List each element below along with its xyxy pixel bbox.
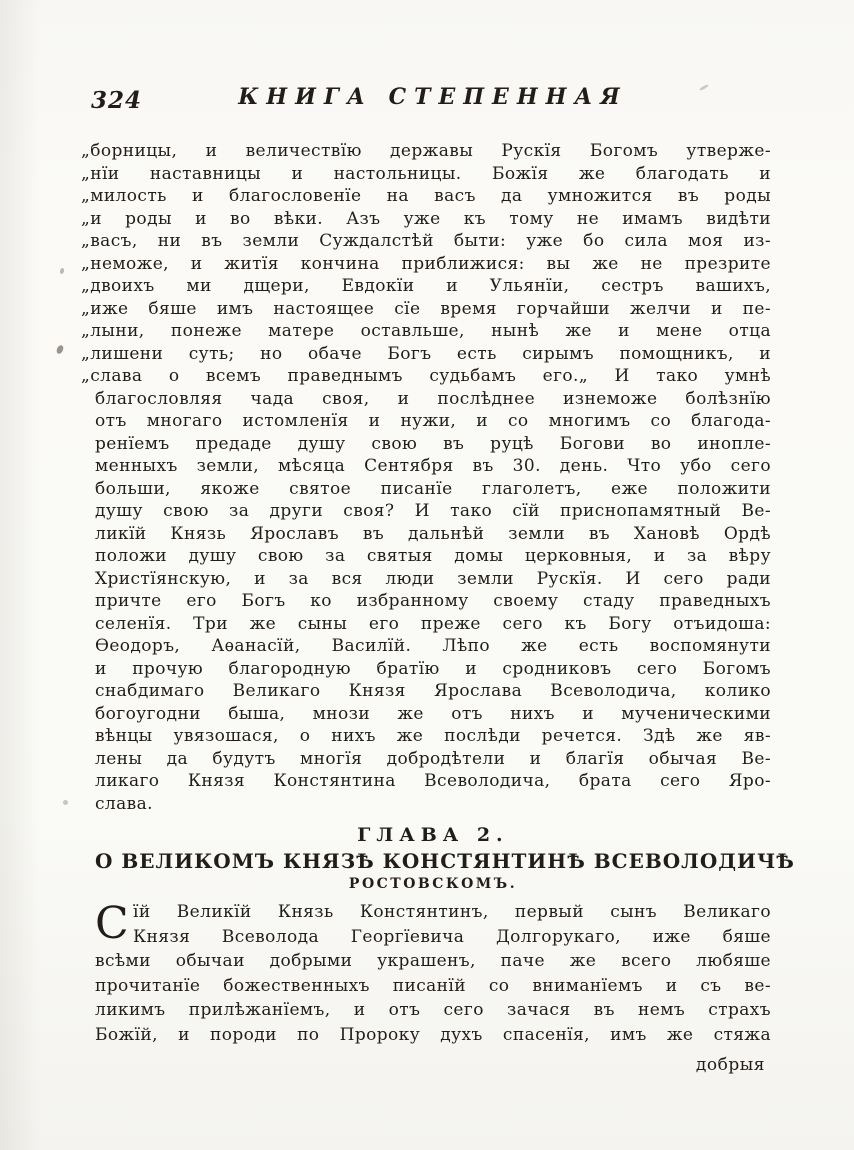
text-line: „лыни, понеже матере оставльше, нынѣ же и мене отца bbox=[81, 321, 771, 341]
text-line: „борницы, и величествїю державы Рускїя Богомъ утверже- bbox=[81, 141, 771, 161]
text-line: „слава о всемъ праведнымъ судьбамъ его.„ И тако умнѣ bbox=[81, 366, 771, 386]
chapter-paragraph bbox=[95, 900, 771, 1047]
quoted-passage bbox=[81, 140, 771, 388]
text-line: причте его Богъ ко избранному своему стаду праведныхъ bbox=[95, 591, 771, 611]
text-line: душу свою за други своя? И тако сїй приснопамятный Ве- bbox=[95, 501, 771, 521]
paragraph-lines bbox=[95, 949, 771, 1047]
text-line: Князя Всеволода Георгїевича Долгорукаго, иже бяше bbox=[133, 926, 771, 947]
text-line: „неможе, и житїя кончина приближися: вы же не презрите bbox=[81, 253, 771, 274]
chapter-number: ГЛАВА 2. bbox=[357, 824, 509, 846]
drop-cap: С bbox=[95, 898, 129, 949]
text-line: всѣми обычаи добрыми украшенъ, паче же всего любяше bbox=[95, 951, 771, 971]
text-line: ликаго Князя Констянтина Всеволодича, брата сего Яро- bbox=[95, 771, 771, 791]
text-line: „васъ, ни въ земли Суждалстѣй быти: уже бо сила моя из- bbox=[81, 231, 771, 251]
book-title: КНИГА СТЕПЕННАЯ bbox=[238, 84, 628, 110]
running-header bbox=[91, 84, 771, 114]
text-line: ренїемъ предаде душу свою въ руцѣ Богови во инопле- bbox=[95, 433, 771, 454]
text-line: менныхъ земли, мѣсяца Сентября въ 30. день. Что убо сего bbox=[95, 456, 771, 476]
text-line: „нїи наставницы и настольницы. Божїя же благодать и bbox=[81, 163, 771, 184]
text-line: „милость и благословенїе на васъ да умножится въ роды bbox=[81, 186, 771, 206]
text-line: ликимъ прилѣжанїемъ, и отъ сего зачася въ немъ страхъ bbox=[95, 1000, 771, 1020]
text-column bbox=[81, 140, 795, 1075]
chapter-title: О ВЕЛИКОМЪ КНЯЗѢ КОНСТЯНТИНѢ ВСЕВОЛОДИЧѢ bbox=[95, 849, 795, 873]
scan-speckle bbox=[63, 800, 68, 805]
text-line: и прочую благородную братїю и сродниковъ сего Богомъ bbox=[95, 658, 771, 679]
chapter-subtitle: РОСТОВСКОМЪ. bbox=[348, 876, 518, 892]
catchword: добрыя bbox=[695, 1055, 765, 1075]
text-line: ликїй Князь Ярославъ въ дальнѣй земли въ Хановѣ Ордѣ bbox=[95, 523, 771, 544]
paragraph-continuation bbox=[95, 388, 771, 793]
text-line: благословляя чада своя, и послѣднее изнеможе болѣзнїю bbox=[95, 388, 771, 409]
chapter-heading bbox=[95, 824, 795, 892]
text-line: їй Великїй Князь Констянтинъ, первый сынъ Великаго bbox=[133, 902, 771, 922]
text-line: больши, якоже святое писанїе глаголетъ, еже положити bbox=[95, 478, 771, 499]
text-line: отъ многаго истомленїя и нужи, и со многимъ со благода- bbox=[95, 411, 771, 431]
text-line: снабдимаго Великаго Князя Ярослава Всеволодича, колико bbox=[95, 681, 771, 701]
text-line: вѣнцы увязошася, о нихъ же послѣди речется. Здѣ же яв- bbox=[95, 726, 771, 746]
text-line: Божїй, и породи по Пророку духъ спасенїя, имъ же стяжа bbox=[95, 1024, 771, 1045]
text-line: „двоихъ ми дщери, Евдокїи и Ульянїи, сестръ вашихъ, bbox=[81, 276, 771, 296]
scan-speckle bbox=[59, 268, 64, 275]
text-line: положи душу свою за святыя домы церковныя, и за вѣру bbox=[95, 546, 771, 566]
text-line: „лишени суть; но обаче Богъ есть сирымъ помощникъ, и bbox=[81, 343, 771, 364]
text-line: селенїя. Три же сыны его преже сего къ Богу отъидоша: bbox=[95, 613, 771, 634]
text-line: „и роды и во вѣки. Азъ уже къ тому не имамъ видѣти bbox=[81, 208, 771, 229]
scan-speckle bbox=[55, 344, 64, 355]
text-line: Ѳеодоръ, Аѳанасїй, Василїй. Лѣпо же есть воспомянути bbox=[95, 636, 771, 656]
page-number: 324 bbox=[91, 87, 143, 114]
text-line: Христїянскую, и за вся люди земли Рускїя. И сего ради bbox=[95, 568, 771, 589]
text-line: прочитанїе божественныхъ писанїй со вниманїемъ и съ ве- bbox=[95, 975, 771, 996]
paragraph-last-line: слава. bbox=[95, 793, 153, 814]
scan-edge-shadow bbox=[0, 0, 40, 1150]
text-line: богоугодни быша, мнози же отъ нихъ и мученическими bbox=[95, 703, 771, 724]
text-line: лены да будутъ многїя добродѣтели и благїя обычая Ве- bbox=[95, 748, 771, 769]
text-line: „иже бяше имъ настоящее сїе время горчайши желчи и пе- bbox=[81, 298, 771, 319]
